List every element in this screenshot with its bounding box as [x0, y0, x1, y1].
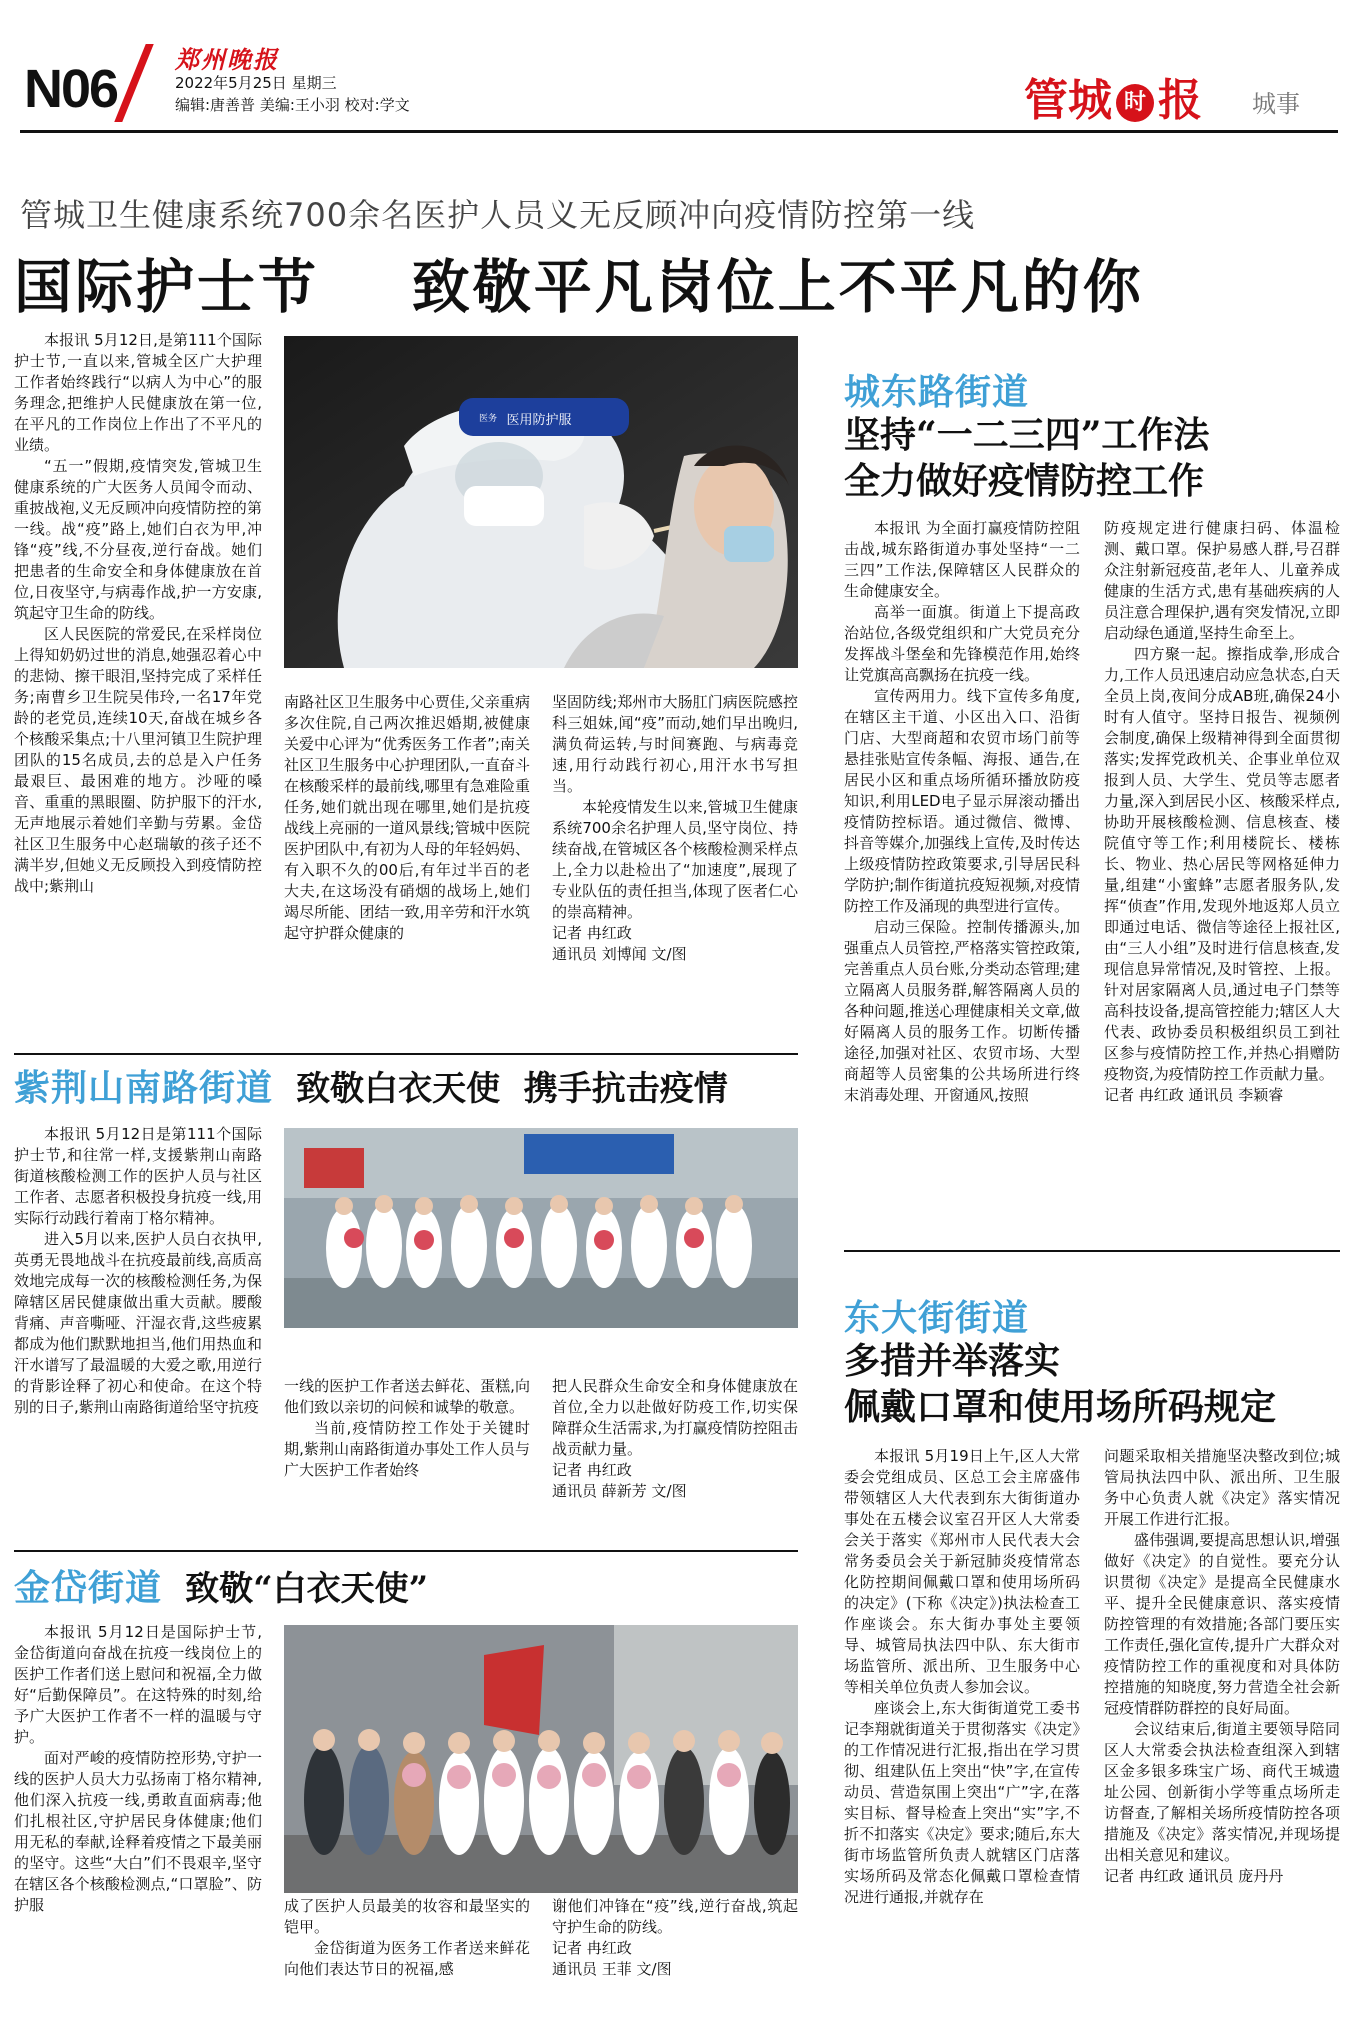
- lead-kicker: 管城卫生健康系统700余名医护人员义无反顾冲向疫情防控第一线: [20, 196, 976, 234]
- cdl-column-2: [1104, 518, 1340, 1106]
- paragraph: 高举一面旗。街道上下提高政治站位,各级党组织和广大党员充分发挥战斗堡垒和先锋模范作用,始终让党旗高高飘扬在抗疫一线。: [844, 603, 1080, 684]
- paragraph: 盛伟强调,要提高思想认识,增强做好《决定》的自觉性。要充分认识贯彻《决定》是提高全民健康水平、提升全民健康意识、落实疫情防控管理的有效措施;各部门要压实工作责任,强化宣传,提升广大群众对疫情防控工作的重视度和对具体防控措施的知晓度,努力营造全社会新冠疫情群防群控的良好局面。: [1104, 1531, 1340, 1717]
- paragraph: 当前,疫情防控工作处于关键时期,紫荆山南路街道办事处工作人员与广大医护工作者始终: [284, 1419, 530, 1479]
- byline-reporter: 记者 冉红政: [552, 1461, 632, 1479]
- lead-column-1: [14, 330, 262, 897]
- jd-group-photo: [284, 1625, 798, 1893]
- paragraph: 南路社区卫生服务中心贾佳,父亲重病多次住院,自己两次推迟婚期,被健康关爱中心评为“优秀医务工作者”;南关社区卫生服务中心护理团队,一直奋斗在核酸采样的最前线,哪里有急难险重任务,她们就出现在哪里,她们是抗疫战线上亮丽的一道风景线;管城中医院医护团队中,有初为人母的年轻妈妈、有入职不久的00后,有年过半百的老大夫,在这场没有硝烟的战场上,她们竭尽所能、团结一致,用辛劳和汗水筑起守护群众健康的: [284, 693, 530, 942]
- brand-dot: 时: [1116, 84, 1154, 122]
- dd-column-2: [1104, 1446, 1340, 1887]
- paragraph: 本报讯 5月12日是第111个国际护士节,和往常一样,支援紫荆山南路街道核酸检测工作的医护人员与社区工作者、志愿者积极投身抗疫一线,用实际行动践行着南丁格尔精神。: [14, 1125, 262, 1227]
- zjs-title: 致敬白衣天使 携手抗击疫情: [296, 1069, 728, 1109]
- paragraph: 金岱街道为医务工作者送来鲜花向他们表达节日的祝福,感: [284, 1939, 530, 1978]
- jd-title: 致敬“白衣天使”: [185, 1569, 429, 1609]
- paragraph: 问题采取相关措施坚决整改到位;城管局执法四中队、派出所、卫生服务中心负责人就《决定》落实情况开展工作进行汇报。: [1104, 1447, 1340, 1528]
- byline-reporter: 记者 冉红政: [552, 1939, 632, 1957]
- editors-line: 编辑:唐善普 美编:王小羽 校对:学文: [175, 96, 410, 114]
- brand-logo: [1024, 64, 1202, 128]
- cdl-column-1: [844, 518, 1080, 1106]
- lead-column-3: [552, 692, 798, 965]
- zjs-column-1: [14, 1124, 262, 1418]
- jd-column-2: [284, 1896, 530, 1980]
- paragraph: 防疫规定进行健康扫码、体温检测、戴口罩。保护易感人群,号召群众注射新冠疫苗,老年人、儿童养成健康的生活方式,患有基础疾病的人员注意合理保护,遇有突发情况,立即启动绿色通道,坚持生命至上。: [1104, 519, 1340, 642]
- paragraph: 进入5月以来,医护人员白衣执甲,英勇无畏地战斗在抗疫最前线,高质高效地完成每一次的核酸检测任务,为保障辖区居民健康做出重大贡献。腰酸背痛、声音嘶哑、汗湿衣背,这些疲累都成为他们默默地担当,他们用热血和汗水谱写了最温暖的大爱之歌,用逆行的背影诠释了初心和使命。在这个特别的日子,紫荆山南路街道给坚守抗疫: [14, 1230, 262, 1416]
- issue-date: 2022年5月25日 星期三: [175, 74, 337, 92]
- byline: 记者 冉红政 通讯员 庞丹丹: [1104, 1867, 1284, 1885]
- paragraph: 成了医护人员最美的妆容和最坚实的铠甲。: [284, 1897, 530, 1936]
- paragraph: 会议结束后,街道主要领导陪同区人大常委会执法检查组深入到辖区金多银多珠宝广场、商代王城遗址公园、创新街小学等重点场所走访督查,了解相关场所疫情防控各项措施及《决定》落实情况,并现场提出相关意见和建议。: [1104, 1720, 1340, 1864]
- dd-subdistrict: 东大街街道: [844, 1298, 1030, 1339]
- section-divider: [14, 1053, 798, 1055]
- dd-column-1: [844, 1446, 1080, 1908]
- jd-subdistrict: 金岱街道: [14, 1568, 163, 1609]
- jd-photo-illustration: [284, 1625, 798, 1893]
- lead-photo-illustration: [284, 336, 798, 668]
- jd-heading: [14, 1560, 428, 1612]
- jd-column-1: [14, 1622, 262, 1916]
- paragraph: 座谈会上,东大街街道党工委书记李翔就街道关于贯彻落实《决定》的工作情况进行汇报,指出在学习贯彻、组建队伍上突出“快”字,在宣传动员、营造氛围上突出“广”字,在落实目标、督导检查上突出“实”字,不折不扣落实《决定》要求;随后,东大街市场监管所负责人就辖区门店落实场所码及常态化佩戴口罩检查情况进行通报,并就存在: [844, 1699, 1080, 1906]
- paragraph: 本报讯 5月19日上午,区人大常委会党组成员、区总工会主席盛伟带领辖区人大代表到东大街街道办事处在五楼会议室召开区人大常委会关于落实《郑州市人民代表大会常务委员会关于新冠肺炎疫情常态化防控期间佩戴口罩和使用场所码的决定》(下称《决定》)执法检查工作座谈会。东大街办事处主要领导、城管局执法四中队、东大街市场监管所、派出所、卫生服务中心等相关单位负责人参加会议。: [844, 1447, 1080, 1696]
- paragraph: 本报讯 为全面打赢疫情防控阻击战,城东路街道办事处坚持“一二三四”工作法,保障辖区人民群众的生命健康安全。: [844, 519, 1080, 600]
- masthead-rule: [20, 130, 1338, 133]
- dd-title: 多措并举落实 佩戴口罩和使用场所码规定: [844, 1340, 1277, 1428]
- byline-reporter: 记者 冉红政: [552, 924, 632, 942]
- zjs-group-photo: [284, 1128, 798, 1328]
- paragraph: 本报讯 5月12日,是第111个国际护士节,一直以来,管城全区广大护理工作者始终践行“以病人为中心”的服务理念,把维护人民健康放在第一位,在平凡的工作岗位上作出了不平凡的业绩。: [14, 331, 262, 454]
- section-tag: 城事: [1252, 90, 1300, 118]
- paragraph: “五一”假期,疫情突发,管城卫生健康系统的广大医务人员闻令而动、重披战袍,义无反顾冲向疫情防控的第一线。战“疫”路上,她们白衣为甲,冲锋“疫”线,不分昼夜,逆行奋战。她们把患者的生命安全和身体健康放在首位,日夜坚守,与病毒作战,护一方安康,筑起守卫生命的防线。: [14, 457, 262, 622]
- paper-name: 郑州晚报: [175, 45, 279, 74]
- byline: 记者 冉红政 通讯员 李颖睿: [1104, 1086, 1284, 1104]
- byline-correspondent: 通讯员 王菲 文/图: [552, 1960, 672, 1978]
- photo-visor-text: 医务: [479, 414, 498, 424]
- photo-shield-text: 医用防护服: [506, 413, 572, 428]
- paragraph: 宣传两用力。线下宣传多角度,在辖区主干道、小区出入口、沿街门店、大型商超和农贸市场门前等悬挂张贴宣传条幅、海报、通告,在居民小区和重点场所循环播放防疫知识,利用LED电子显示屏滚动播出疫情防控标语。通过微信、微博、抖音等媒介,加强线上宣传,及时传达上级疫情防控政策要求,引导居民科学防护;制作街道抗疫短视频,对疫情防控工作及涌现的典型进行宣传。: [844, 687, 1080, 915]
- cdl-subdistrict: 城东路街道: [844, 372, 1030, 413]
- paragraph: 把人民群众生命安全和身体健康放在首位,全力以赴做好防疫工作,切实保障群众生活需求,为打赢疫情防控阻击战贡献力量。: [552, 1377, 798, 1458]
- zjs-heading: [14, 1060, 728, 1112]
- zjs-column-2: [284, 1376, 530, 1481]
- paragraph: 启动三保险。控制传播源头,加强重点人员管控,严格落实管控政策,完善重点人员台账,分类动态管理;建立隔离人员服务群,解答隔离人员的各种问题,推送心理健康相关文章,做好隔离人员的服务工作。切断传播途径,加强对社区、农贸市场、大型商超等人员密集的公共场所进行终末消毒处理、开窗通风,按照: [844, 918, 1080, 1104]
- jd-column-3: [552, 1896, 798, 1980]
- page-number: N06: [24, 59, 118, 119]
- zjs-column-3: [552, 1376, 798, 1502]
- paragraph: 谢他们冲锋在“疫”线,逆行奋战,筑起守护生命的防线。: [552, 1897, 798, 1936]
- byline-correspondent: 通讯员 薛新芳 文/图: [552, 1482, 687, 1500]
- section-divider: [14, 1550, 798, 1552]
- section-divider: [844, 1250, 1340, 1252]
- lead-column-2: [284, 692, 530, 944]
- paragraph: 区人民医院的常爱民,在采样岗位上得知奶奶过世的消息,她强忍着心中的悲恸、擦干眼泪,坚持完成了采样任务;南曹乡卫生院吴伟玲,一名17年党龄的老党员,连续10天,奋战在城乡各个核酸采集点;十八里河镇卫生院护理团队的15名成员,去的总是入户任务最艰巨、最困难的地方。沙哑的嗓音、重重的黑眼圈、防护服下的汗水,无声地展示着她们辛勤与劳累。金岱社区卫生服务中心赵瑞敏的孩子还不满半岁,但她义无反顾投入到疫情防控战中;紫荆山: [14, 625, 262, 895]
- lead-headline: 国际护士节 致敬平凡岗位上不平凡的你: [14, 253, 1144, 321]
- zjs-photo-illustration: [284, 1128, 798, 1328]
- paragraph: 坚固防线;郑州市大肠肛门病医院感控科三姐妹,闻“疫”而动,她们早出晚归,满负荷运转,与时间赛跑、与病毒竞速,用行动践行初心,用汗水书写担当。: [552, 693, 798, 795]
- paragraph: 面对严峻的疫情防控形势,守护一线的医护人员大力弘扬南丁格尔精神,他们深入抗疫一线,勇敢直面病毒;他们扎根社区,守护居民身体健康;他们用无私的奉献,诠释着疫情之下最美丽的坚守。这些“大白”们不畏艰辛,坚守在辖区各个核酸检测点,“口罩脸”、防护服: [14, 1749, 262, 1914]
- paragraph: 本报讯 5月12日是国际护士节,金岱街道向奋战在抗疫一线岗位上的医护工作者们送上慰问和祝福,全力做好“后勤保障员”。在这特殊的时刻,给予广大医护工作者不一样的温暖与守护。: [14, 1623, 262, 1746]
- byline-correspondent: 通讯员 刘博闻 文/图: [552, 945, 687, 963]
- brand-part-a: 管城: [1024, 75, 1112, 126]
- paragraph: 本轮疫情发生以来,管城卫生健康系统700余名护理人员,坚守岗位、持续奋战,在管城区各个核酸检测采样点上,全力以赴检出了“加速度”,展现了专业队伍的责任担当,体现了医者仁心的崇高精神。: [552, 798, 798, 921]
- masthead-slash: [114, 44, 154, 122]
- masthead-meta: [175, 72, 410, 116]
- paragraph: 一线的医护工作者送去鲜花、蛋糕,向他们致以亲切的问候和诚挚的敬意。: [284, 1377, 530, 1416]
- cdl-title: 坚持“一二三四”工作法 全力做好疫情防控工作: [844, 414, 1210, 502]
- brand-part-b: 报: [1158, 75, 1202, 126]
- paragraph: 四方聚一起。擦指成拳,形成合力,工作人员迅速启动应急状态,白天全员上岗,夜间分成AB班,确保24小时有人值守。坚持日报告、视频例会制度,确保上级精神得到全面贯彻落实;发挥党政机关、企事业单位双报到人员、大学生、党员等志愿者力量,深入到居民小区、核酸采样点,协助开展核酸检测、信息核查、楼院值守等工作;利用楼院长、楼栋长、物业、热心居民等网格延伸力量,组建“小蜜蜂”志愿者服务队,发挥“侦查”作用,发现外地返郑人员立即通过电话、微信等途径上报社区,由“三人小组”及时进行信息核查,发现信息异常情况,及时管控、上报。针对居家隔离人员,通过电子门禁等高科技设备,提高管控能力;辖区人大代表、政协委员积极组织员工到社区参与疫情防控工作,并热心捐赠防疫物资,为疫情防控工作贡献力量。: [1104, 645, 1340, 1083]
- zjs-subdistrict: 紫荆山南路街道: [14, 1068, 274, 1109]
- lead-photo-nasal-swab: [284, 336, 798, 668]
